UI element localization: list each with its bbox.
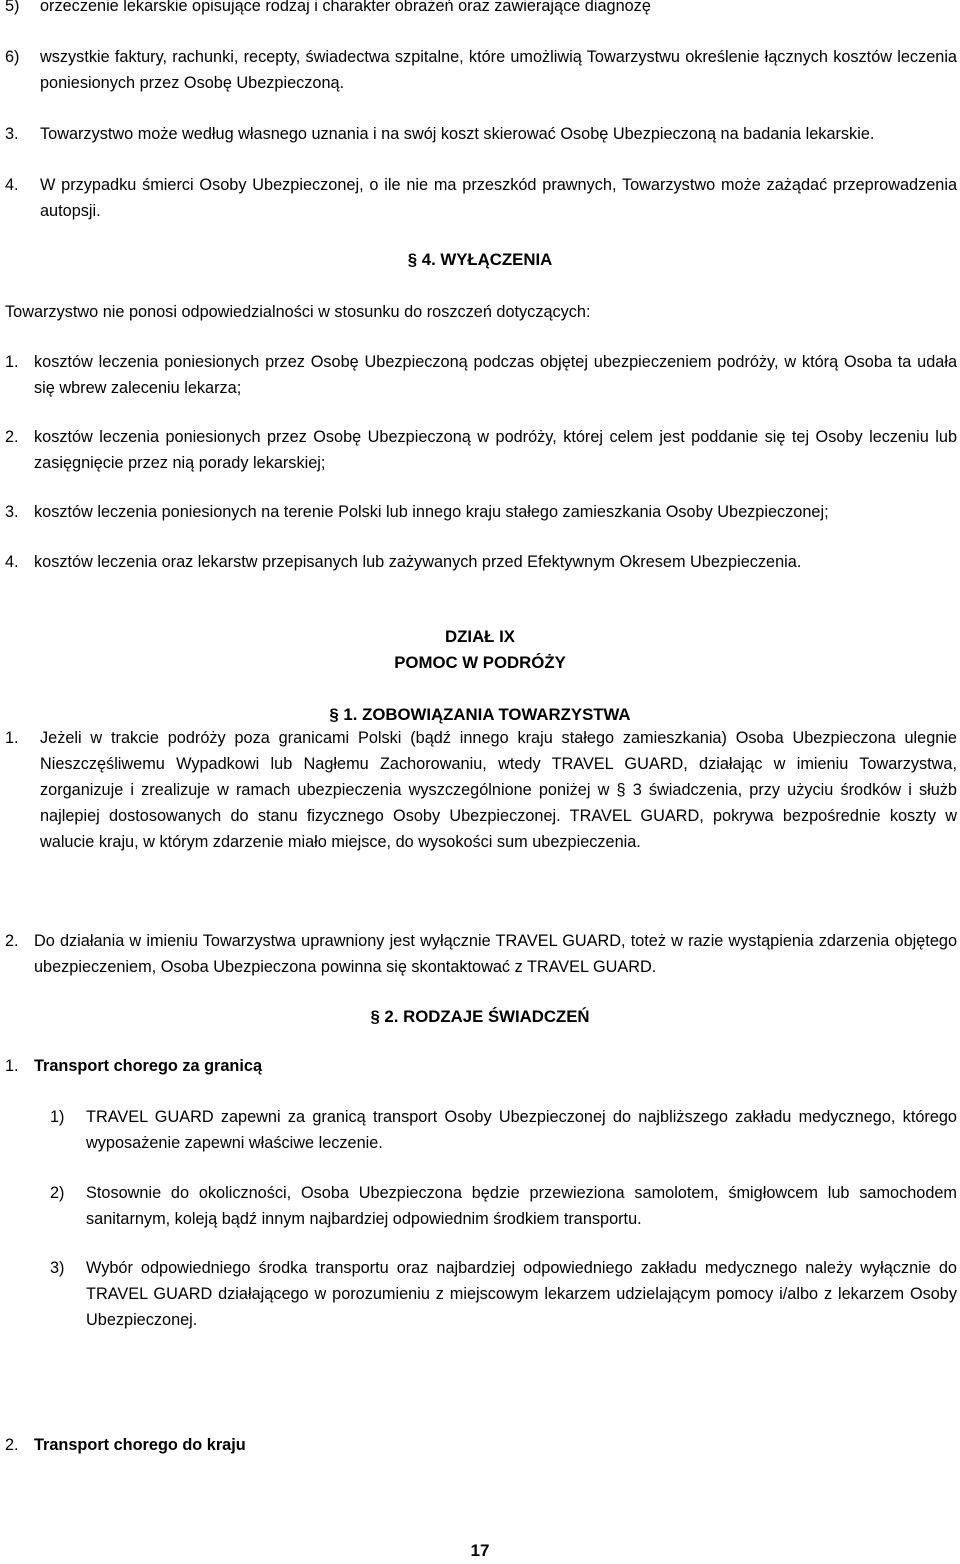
benefit-item	[50, 1104, 957, 1156]
list-item-text: wszystkie faktury, rachunki, recepty, świadectwa szpitalne, które umożliwią Towarzystwu określenie łącznych kosztów leczenia poniesionych przez Osobę Ubezpieczoną.	[40, 48, 957, 92]
section-heading-benefits: § 2. RODZAJE ŚWIADCZEŃ	[370, 1007, 590, 1026]
obligation-item	[5, 928, 957, 980]
chapter-title: DZIAŁ IX	[445, 627, 515, 646]
numbered-point	[5, 172, 957, 224]
subsection-number: 2.	[5, 1436, 19, 1454]
exclusion-item	[5, 349, 957, 401]
section-heading-exclusions: § 4. WYŁĄCZENIA	[407, 250, 553, 269]
obligation-item	[5, 725, 957, 855]
list-item-number: 6)	[5, 48, 20, 66]
exclusion-text: kosztów leczenia oraz lekarstw przepisanych lub zażywanych przed Efektywnym Okresem Ubezpieczenia.	[34, 553, 802, 571]
subsection-heading	[5, 1053, 705, 1079]
benefit-number: 3)	[50, 1259, 65, 1277]
list-item	[5, 0, 957, 19]
exclusion-item	[5, 499, 957, 525]
exclusion-number: 1.	[5, 353, 19, 371]
point-number: 3.	[5, 125, 19, 143]
list-item-number: 5)	[5, 0, 20, 15]
obligation-text: Jeżeli w trakcie podróży poza granicami Polski (bądź innego kraju stałego zamieszkania) Osoba Ubezpieczona ulegnie Nieszczęśliwemu Wypadkowi lub Nagłemu Zachorowaniu, wtedy TRAVEL GUARD, działając w imieniu Towarzystwa, zorganizuje i zrealizuje w ramach ubezpieczenia wyszczególnione poniżej w § 3 świadczenia, przy użyciu środków i służb najlepiej dostosowanych do stanu fizycznego Osoby Ubezpieczonej. TRAVEL GUARD, pokrywa bezpośrednie koszty w walucie kraju, w którym zdarzenie miało miejsce, do wysokości sum ubezpieczenia.	[40, 729, 957, 851]
list-item	[5, 44, 957, 96]
exclusions-intro: Towarzystwo nie ponosi odpowiedzialności w stosunku do roszczeń dotyczących:	[5, 303, 591, 321]
benefit-text: Stosownie do okoliczności, Osoba Ubezpieczona będzie przewieziona samolotem, śmigłowcem lub samochodem sanitarnym, koleją bądź innym najbardziej odpowiednim środkiem transportu.	[86, 1184, 957, 1228]
point-number: 4.	[5, 176, 19, 194]
exclusion-text: kosztów leczenia poniesionych na terenie Polski lub innego kraju stałego zamieszkania Osoby Ubezpieczonej;	[34, 503, 829, 521]
numbered-point	[5, 121, 957, 147]
benefit-number: 2)	[50, 1184, 65, 1202]
benefit-text: TRAVEL GUARD zapewni za granicą transport Osoby Ubezpieczonej do najbliższego zakładu medycznego, którego wyposażenie zapewni właściwe leczenie.	[86, 1108, 957, 1152]
benefit-number: 1)	[50, 1108, 65, 1126]
exclusion-item	[5, 424, 957, 476]
benefit-text: Wybór odpowiedniego środka transportu oraz najbardziej odpowiedniego zakładu medycznego należy wyłącznie do TRAVEL GUARD działającego w porozumieniu z miejscowym lekarzem udzielającym pomocy i/albo z lekarzem Osoby Ubezpieczonej.	[86, 1259, 957, 1329]
point-text: W przypadku śmierci Osoby Ubezpieczonej, o ile nie ma przeszkód prawnych, Towarzystwo może zażądać przeprowadzenia autopsji.	[40, 176, 957, 220]
subsection-number: 1.	[5, 1057, 19, 1075]
subsection-title: Transport chorego za granicą	[34, 1057, 262, 1075]
exclusion-text: kosztów leczenia poniesionych przez Osobę Ubezpieczoną w podróży, której celem jest poddanie się tej Osoby leczeniu lub zasięgnięcie przez nią porady lekarskiej;	[34, 428, 957, 472]
obligation-number: 1.	[5, 729, 19, 747]
exclusion-item	[5, 549, 957, 575]
obligation-number: 2.	[5, 932, 19, 950]
benefit-item	[50, 1255, 957, 1333]
list-item-text: orzeczenie lekarskie opisujące rodzaj i charakter obrażeń oraz zawierające diagnozę	[40, 0, 651, 15]
subsection-heading	[5, 1432, 705, 1458]
exclusion-number: 2.	[5, 428, 19, 446]
page-number: 17	[470, 1541, 490, 1560]
point-text: Towarzystwo może według własnego uznania i na swój koszt skierować Osobę Ubezpieczoną na badania lekarskie.	[40, 125, 875, 143]
exclusion-text: kosztów leczenia poniesionych przez Osobę Ubezpieczoną podczas objętej ubezpieczeniem podróży, w którą Osoba ta udała się wbrew zaleceniu lekarza;	[34, 353, 957, 397]
exclusion-number: 4.	[5, 553, 19, 571]
exclusion-number: 3.	[5, 503, 19, 521]
chapter-subtitle: POMOC W PODRÓŻY	[394, 653, 566, 672]
section-heading-obligations: § 1. ZOBOWIĄZANIA TOWARZYSTWA	[329, 705, 631, 724]
benefit-item	[50, 1180, 957, 1232]
obligation-text: Do działania w imieniu Towarzystwa uprawniony jest wyłącznie TRAVEL GUARD, toteż w razie wystąpienia zdarzenia objętego ubezpieczeniem, Osoba Ubezpieczona powinna się skontaktować z TRAVEL GUARD.	[34, 932, 957, 976]
subsection-title: Transport chorego do kraju	[34, 1436, 246, 1454]
